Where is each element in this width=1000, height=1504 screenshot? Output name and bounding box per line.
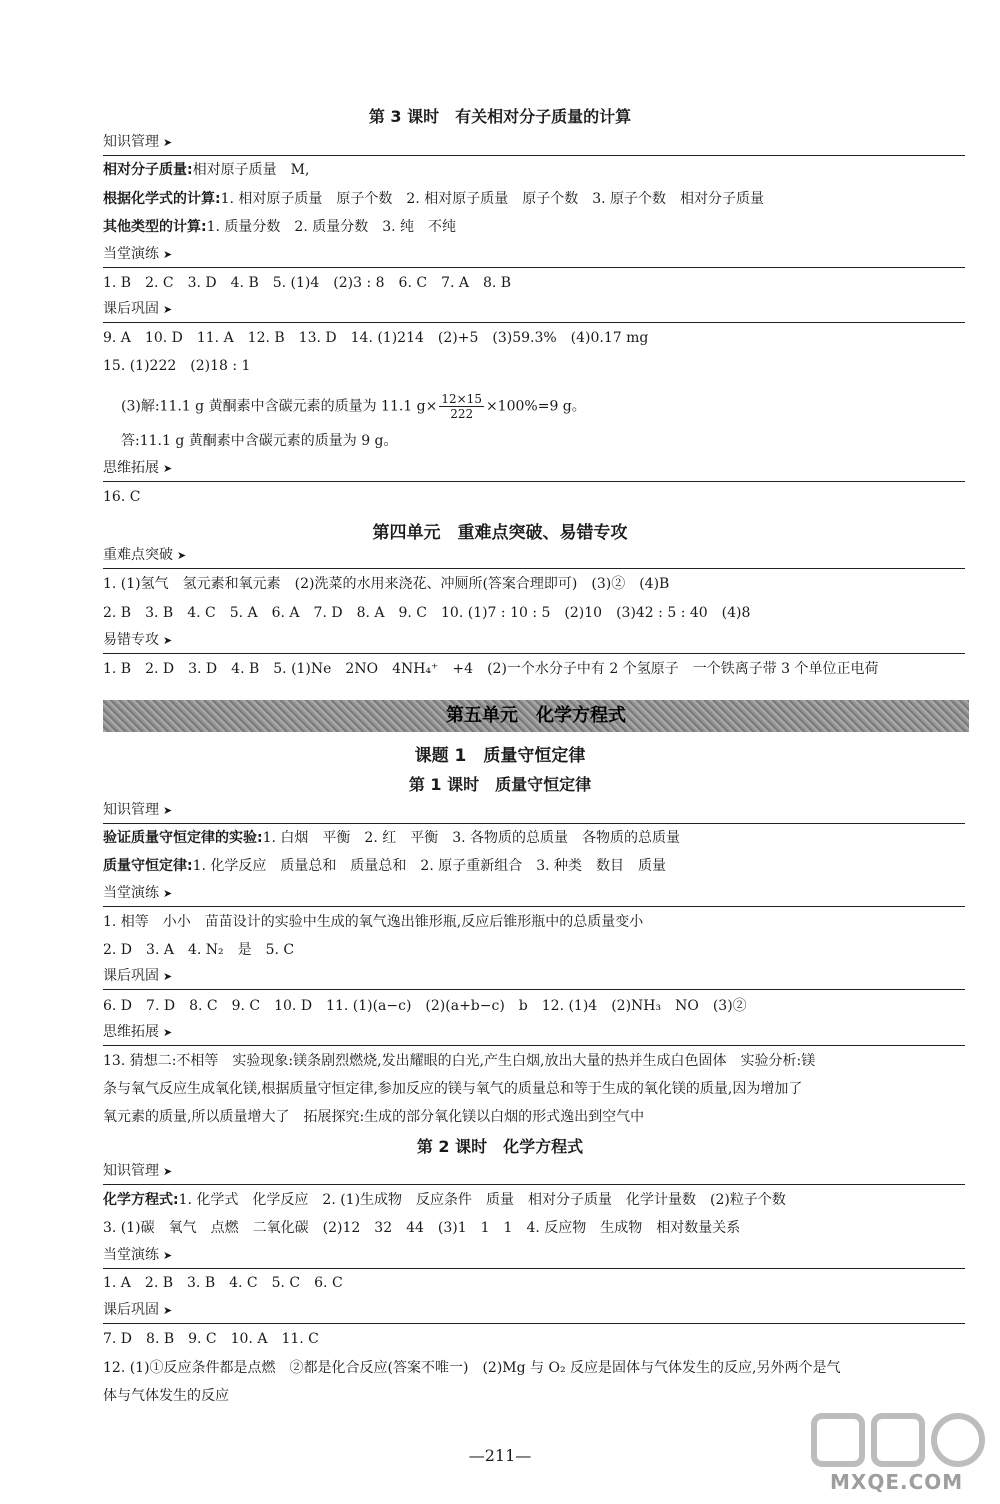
subsection-label: 思维拓展	[103, 460, 159, 476]
answer-line: 16. C	[103, 489, 141, 505]
answer-line	[103, 856, 973, 876]
answer-line: 答:11.1 g 黄酮素中含碳元素的质量为 9 g。	[121, 433, 398, 449]
answer-line: 7. D 8. B 9. C 10. A 11. C	[103, 1331, 319, 1347]
line-text: 1. 质量分数 2. 质量分数 3. 纯 不纯	[206, 219, 457, 235]
lesson-title: 第 3 课时 有关相对分子质量的计算	[368, 107, 632, 126]
subsection-label: 当堂演练	[103, 1247, 159, 1263]
answer-line: 3. (1)碳 氧气 点燃 二氧化碳 (2)12 32 44 (3)1 1 1 4. 反应物 生成物 相对数量关系	[103, 1220, 741, 1236]
line-text: 1. 白烟 平衡 2. 红 平衡 3. 各物质的总质量 各物质的总质量	[262, 830, 681, 846]
answer-line: 2. D 3. A 4. N₂ 是 5. C	[103, 942, 295, 958]
subsection-review	[103, 1299, 965, 1324]
lesson-title: 第 1 课时 质量守恒定律	[408, 775, 592, 794]
arrow-icon: ➤	[163, 1249, 173, 1262]
subsection-label: 重难点突破	[103, 547, 173, 563]
answer-line: 6. D 7. D 8. C 9. C 10. D 11. (1)(a−c) (2)(a+b−c) b 12. (1)4 (2)NH₃ NO (3)②	[103, 998, 747, 1014]
fraction-denominator: 222	[450, 407, 474, 421]
subsection-knowledge	[103, 131, 965, 156]
watermark-text: MXQE.COM	[830, 1470, 964, 1494]
line-label: 其他类型的计算:	[103, 219, 207, 235]
answer-line: 1. B 2. D 3. D 4. B 5. (1)Ne 2NO 4NH₄⁺ +4 (2)一个水分子中有 2 个氢原子 一个铁离子带 3 个单位正电荷	[103, 661, 879, 677]
subsection-label: 知识管理	[103, 1163, 159, 1179]
subsection-error-prone	[103, 629, 965, 654]
line-label: 质量守恒定律:	[103, 858, 193, 874]
answer-line: 15. (1)222 (2)18 : 1	[103, 358, 251, 374]
answer-line	[103, 828, 973, 848]
answer-line	[103, 160, 973, 180]
answer-line	[103, 189, 973, 209]
arrow-icon: ➤	[163, 1026, 173, 1039]
answer-line: 体与气体发生的反应	[103, 1388, 229, 1404]
arrow-icon: ➤	[177, 549, 187, 562]
answer-line: 9. A 10. D 11. A 12. B 13. D 14. (1)214 (2)+5 (3)59.3% (4)0.17 mg	[103, 330, 649, 346]
line-text: ×100%=9 g。	[485, 398, 586, 415]
answer-line: 1. (1)氢气 氢元素和氧元素 (2)洗菜的水用来浇花、冲厕所(答案合理即可) (3)② (4)B	[103, 576, 670, 592]
subsection-practice	[103, 243, 965, 268]
arrow-icon: ➤	[163, 634, 173, 647]
subsection-label: 易错专攻	[103, 632, 159, 648]
topic-title: 课题 1 质量守恒定律	[414, 746, 586, 766]
line-label: 化学方程式:	[103, 1192, 179, 1208]
arrow-icon: ➤	[163, 1304, 173, 1317]
answer-line: 13. 猜想二:不相等 实验现象:镁条剧烈燃烧,发出耀眼的白光,产生白烟,放出大量的热并生成白色固体 实验分析:镁	[103, 1053, 816, 1069]
page-number: —211—	[468, 1446, 532, 1465]
arrow-icon: ➤	[163, 804, 173, 817]
subsection-label: 课后巩固	[103, 1302, 159, 1318]
subsection-thinking	[103, 1021, 965, 1046]
answer-line: 12. (1)①反应条件都是点燃 ②都是化合反应(答案不唯一) (2)Mg 与 O₂ 反应是固体与气体发生的反应,另外两个是气	[103, 1360, 841, 1376]
subsection-label: 知识管理	[103, 802, 159, 818]
arrow-icon: ➤	[163, 970, 173, 983]
arrow-icon: ➤	[163, 887, 173, 900]
line-text: 相对原子质量 M,	[192, 162, 310, 178]
arrow-icon: ➤	[163, 462, 173, 475]
subsection-label: 课后巩固	[103, 968, 159, 984]
line-text: 1. 化学反应 质量总和 质量总和 2. 原子重新组合 3. 种类 数目 质量	[192, 858, 667, 874]
subsection-label: 当堂演练	[103, 246, 159, 262]
subsection-knowledge	[103, 799, 965, 824]
subsection-key-points	[103, 544, 965, 569]
answer-line: 2. B 3. B 4. C 5. A 6. A 7. D 8. A 9. C 10. (1)7 : 10 : 5 (2)10 (3)42 : 5 : 40 (4)8	[103, 605, 751, 621]
unit-banner	[103, 700, 969, 732]
unit-review-title: 第四单元 重难点突破、易错专攻	[372, 523, 628, 543]
line-label: 相对分子质量:	[103, 162, 193, 178]
subsection-knowledge	[103, 1160, 965, 1185]
subsection-label: 知识管理	[103, 134, 159, 150]
subsection-label: 思维拓展	[103, 1024, 159, 1040]
line-text: 1. 化学式 化学反应 2. (1)生成物 反应条件 质量 相对分子质量 化学计量数 (2)粒子个数	[178, 1192, 786, 1208]
arrow-icon: ➤	[163, 303, 173, 316]
answer-line: 1. 相等 小小 苗苗设计的实验中生成的氧气逸出锥形瓶,反应后锥形瓶中的总质量变小	[103, 914, 644, 930]
fraction-numerator: 12×15	[441, 392, 482, 406]
answer-line: 条与氧气反应生成氧化镁,根据质量守恒定律,参加反应的镁与氧气的质量总和等于生成的氧化镁的质量,因为增加了	[103, 1081, 803, 1097]
answer-line: 1. B 2. C 3. D 4. B 5. (1)4 (2)3 : 8 6. C 7. A 8. B	[103, 275, 512, 291]
arrow-icon: ➤	[163, 248, 173, 261]
arrow-icon: ➤	[163, 1165, 173, 1178]
unit-banner-title: 第五单元 化学方程式	[446, 705, 626, 726]
answer-line: 氧元素的质量,所以质量增大了 拓展探究:生成的部分氧化镁以白烟的形式逸出到空气中	[103, 1109, 645, 1125]
lesson-title: 第 2 课时 化学方程式	[416, 1137, 584, 1156]
fraction	[439, 392, 484, 421]
answer-line: 1. A 2. B 3. B 4. C 5. C 6. C	[103, 1275, 343, 1291]
subsection-review	[103, 298, 965, 323]
line-text: (3)解:11.1 g 黄酮素中含碳元素的质量为 11.1 g×	[121, 398, 438, 415]
answer-line	[103, 217, 973, 237]
subsection-label: 课后巩固	[103, 301, 159, 317]
subsection-label: 当堂演练	[103, 885, 159, 901]
subsection-practice	[103, 1244, 965, 1269]
arrow-icon: ➤	[163, 136, 173, 149]
line-label: 验证质量守恒定律的实验:	[103, 830, 263, 846]
answer-line	[103, 1190, 973, 1210]
answer-line-fraction	[121, 392, 991, 421]
line-text: 1. 相对原子质量 原子个数 2. 相对原子质量 原子个数 3. 原子个数 相对分子质量	[220, 191, 765, 207]
subsection-practice	[103, 882, 965, 907]
subsection-thinking	[103, 457, 965, 482]
line-label: 根据化学式的计算:	[103, 191, 221, 207]
subsection-review	[103, 965, 965, 990]
